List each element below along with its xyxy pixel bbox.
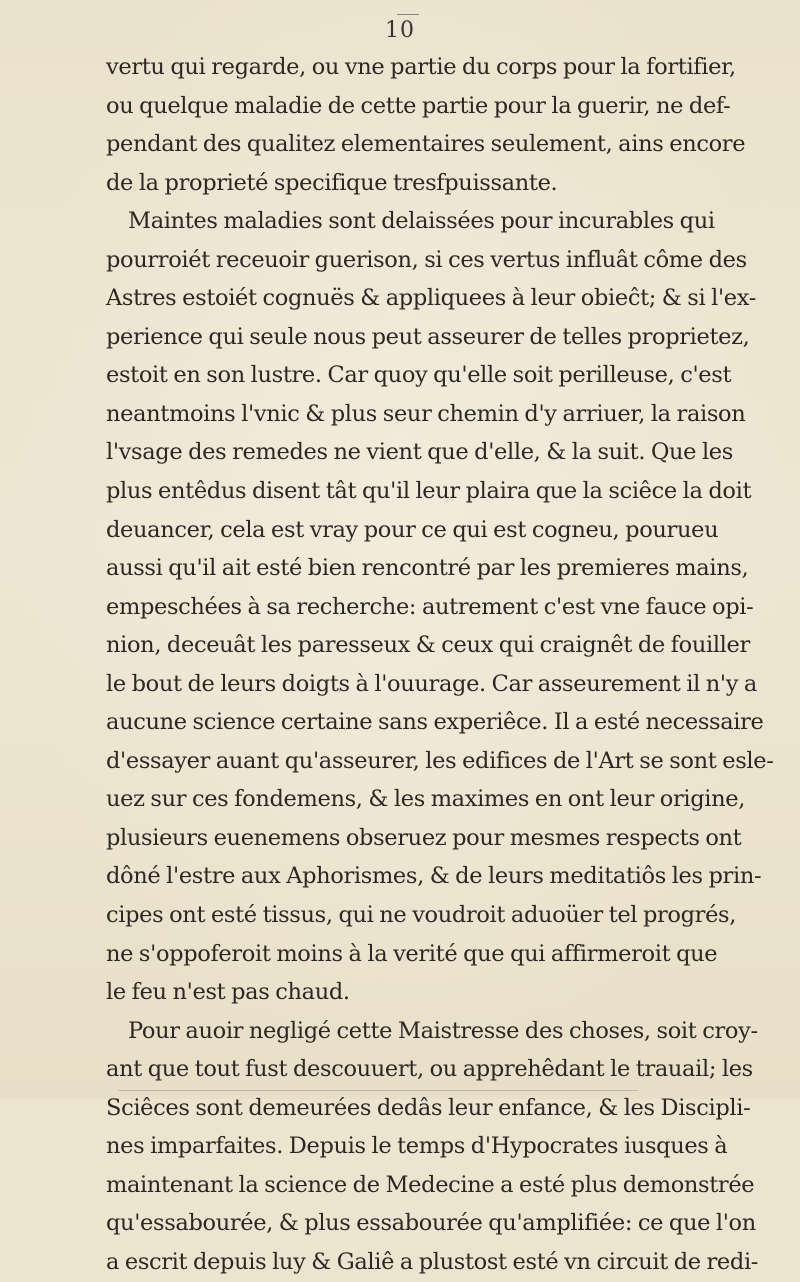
- text-line: pendant des qualitez elementaires seulement, ains encore: [106, 131, 746, 158]
- text-line: le bout de leurs doigts à l'ouurage. Car asseurement il n'y a: [106, 670, 757, 697]
- text-line: vertu qui regarde, ou vne partie du corps pour la fortifier,: [106, 54, 736, 80]
- text-line: uez sur ces fondemens, & les maximes en ont leur origine,: [106, 786, 746, 813]
- text-line: plus entêdus disent tât qu'il leur plaira que la sciêce la doit: [106, 478, 752, 505]
- text-line: ou quelque maladie de cette partie pour la guerir, ne def-: [106, 92, 731, 119]
- text-line: Sciêces sont demeurées dedâs leur enfance, & les Discipli-: [106, 1094, 751, 1121]
- text-line: nes imparfaites. Depuis le temps d'Hypocrates iusques à: [106, 1133, 728, 1160]
- text-line: l'vsage des remedes ne vient que d'elle, & la suit. Que les: [106, 439, 733, 466]
- text-line: qu'essabourée, & plus essabourée qu'amplifiée: ce que l'on: [106, 1210, 756, 1237]
- text-line: cipes ont esté tissus, qui ne voudroit aduoüer tel progrés,: [106, 902, 737, 929]
- text-line: nion, deceuât les paresseux & ceux qui craignêt de fouiller: [106, 632, 750, 659]
- text-line: Pour auoir negligé cette Maistresse des choses, soit croy-: [128, 1017, 758, 1044]
- bottom-edge-rule: [118, 1090, 638, 1091]
- text-line: pourroiét receuoir guerison, si ces vertus influât côme des: [106, 246, 747, 273]
- text-line: aucune science certaine sans experiêce. Il a esté necessaire: [106, 709, 764, 736]
- text-line: neantmoins l'vnic & plus seur chemin d'y arriuer, la raison: [106, 400, 746, 427]
- text-line: le feu n'est pas chaud.: [106, 979, 350, 1006]
- text-line: aussi qu'il ait esté bien rencontré par les premieres mains,: [106, 555, 749, 582]
- text-line: a escrit depuis luy & Galiê a plustost esté vn circuit de redi-: [106, 1248, 759, 1275]
- text-line: estoit en son lustre. Car quoy qu'elle soit perilleuse, c'est: [106, 362, 732, 389]
- text-line: ant que tout fust descouuert, ou apprehêdant le trauail; les: [106, 1056, 753, 1083]
- folio-rule: [397, 14, 419, 15]
- text-line: de la proprieté specifique tresfpuissante.: [106, 169, 558, 196]
- text-line: deuancer, cela est vray pour ce qui est cogneu, pourueu: [106, 516, 719, 543]
- text-line: dôné l'estre aux Aphorismes, & de leurs meditatiôs les prin-: [106, 863, 762, 890]
- text-line: Maintes maladies sont delaissées pour incurables qui: [128, 208, 715, 235]
- body-text: [106, 48, 774, 1282]
- text-line: Astres estoiét cognuës & appliquees à leur obieĉt; & si l'ex-: [106, 285, 756, 312]
- text-line: maintenant la science de Medecine a esté plus demonstrée: [106, 1171, 755, 1198]
- text-line: d'essayer auant qu'asseurer, les edifices de l'Art se sont esle-: [106, 747, 774, 774]
- text-line: plusieurs euenemens obseruez pour mesmes respects ont: [106, 824, 742, 851]
- text-line: perience qui seule nous peut asseurer de telles proprietez,: [106, 323, 750, 350]
- text-line: ne s'oppoferoit moins à la verité que qui affirmeroit que: [106, 940, 718, 967]
- page-number: 10: [385, 18, 415, 43]
- text-line: empeschées à sa recherche: autrement c'est vne fauce opi-: [106, 593, 754, 620]
